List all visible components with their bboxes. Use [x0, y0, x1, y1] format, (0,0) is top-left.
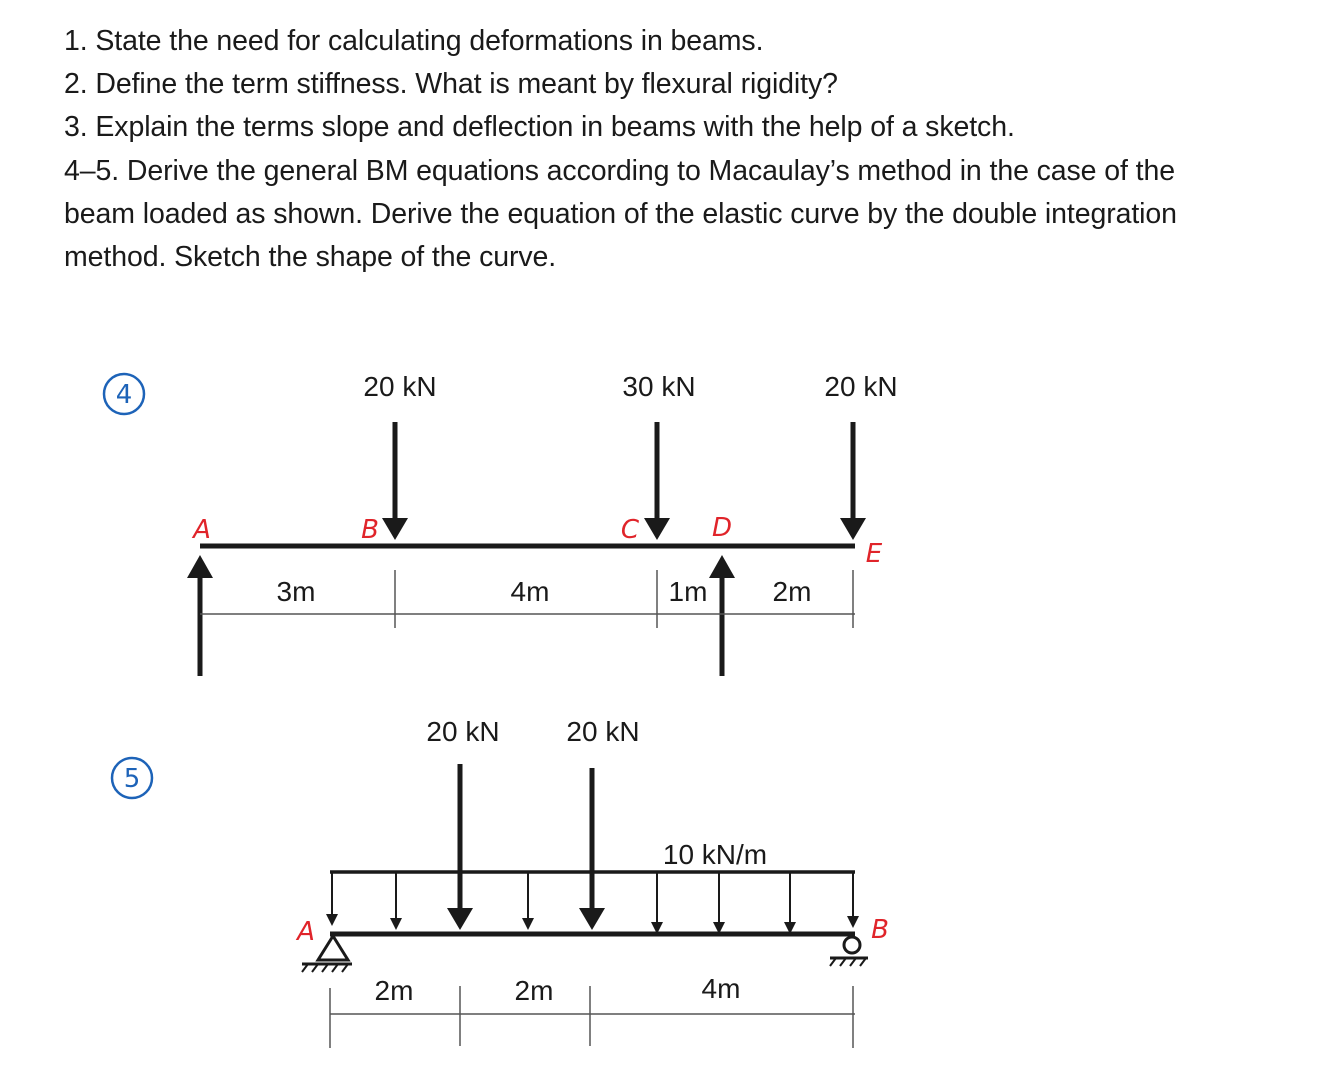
point-b-label: B	[361, 515, 379, 545]
load-b-arrow	[382, 422, 408, 540]
load-2-label: 20 kN	[566, 716, 640, 747]
udl-label: 10 kN/m	[662, 839, 768, 870]
span-3-label: 4m	[701, 973, 741, 1004]
question-4-5-line-1: 4–5. Derive the general BM equations according to Macaulay’s method in the case of the	[64, 154, 1175, 187]
figure-4-number-text: 4	[115, 380, 133, 410]
load-e-arrow	[840, 422, 866, 540]
question-1: 1. State the need for calculating deformations in beams.	[64, 25, 764, 57]
point-b-label-5: B	[871, 915, 889, 945]
load-1-label: 20 kN	[426, 716, 500, 747]
span-cd-label: 1m	[668, 576, 708, 607]
span-bc-label: 4m	[510, 576, 550, 607]
point-a-label-5: A	[297, 917, 315, 947]
span-2-label: 2m	[514, 975, 554, 1006]
question-3: 3. Explain the terms slope and deflection in beams with the help of a sketch.	[64, 111, 1015, 144]
point-e-label: E	[865, 539, 883, 569]
span-1-label: 2m	[374, 975, 414, 1006]
question-2: 2. Define the term stiffness. What is meant by flexural rigidity?	[64, 68, 838, 101]
figure-5-number	[112, 758, 152, 798]
load-2-arrow	[579, 768, 605, 930]
reaction-d-arrow	[709, 555, 735, 676]
reaction-a-arrow	[187, 555, 213, 676]
figure-5-number-text: 5	[123, 764, 141, 794]
question-4-5-line-3: method. Sketch the shape of the curve.	[64, 241, 557, 274]
figure-4-number	[104, 374, 144, 414]
load-c-arrow	[644, 422, 670, 540]
point-d-label: D	[711, 513, 733, 543]
roller-support-b	[830, 937, 868, 966]
point-a-label: A	[193, 515, 211, 545]
load-e-label: 20 kN	[824, 371, 898, 402]
figure-4	[104, 371, 898, 676]
span-ab-label: 3m	[276, 576, 316, 607]
figure-5	[112, 716, 889, 1048]
load-c-label: 30 kN	[622, 371, 696, 402]
point-c-label: C	[620, 515, 640, 545]
span-de-label: 2m	[772, 576, 812, 607]
question-4-5-line-2: beam loaded as shown. Derive the equation of the elastic curve by the double integration	[64, 197, 1177, 230]
load-1-arrow	[447, 764, 473, 930]
load-b-label: 20 kN	[363, 371, 437, 402]
